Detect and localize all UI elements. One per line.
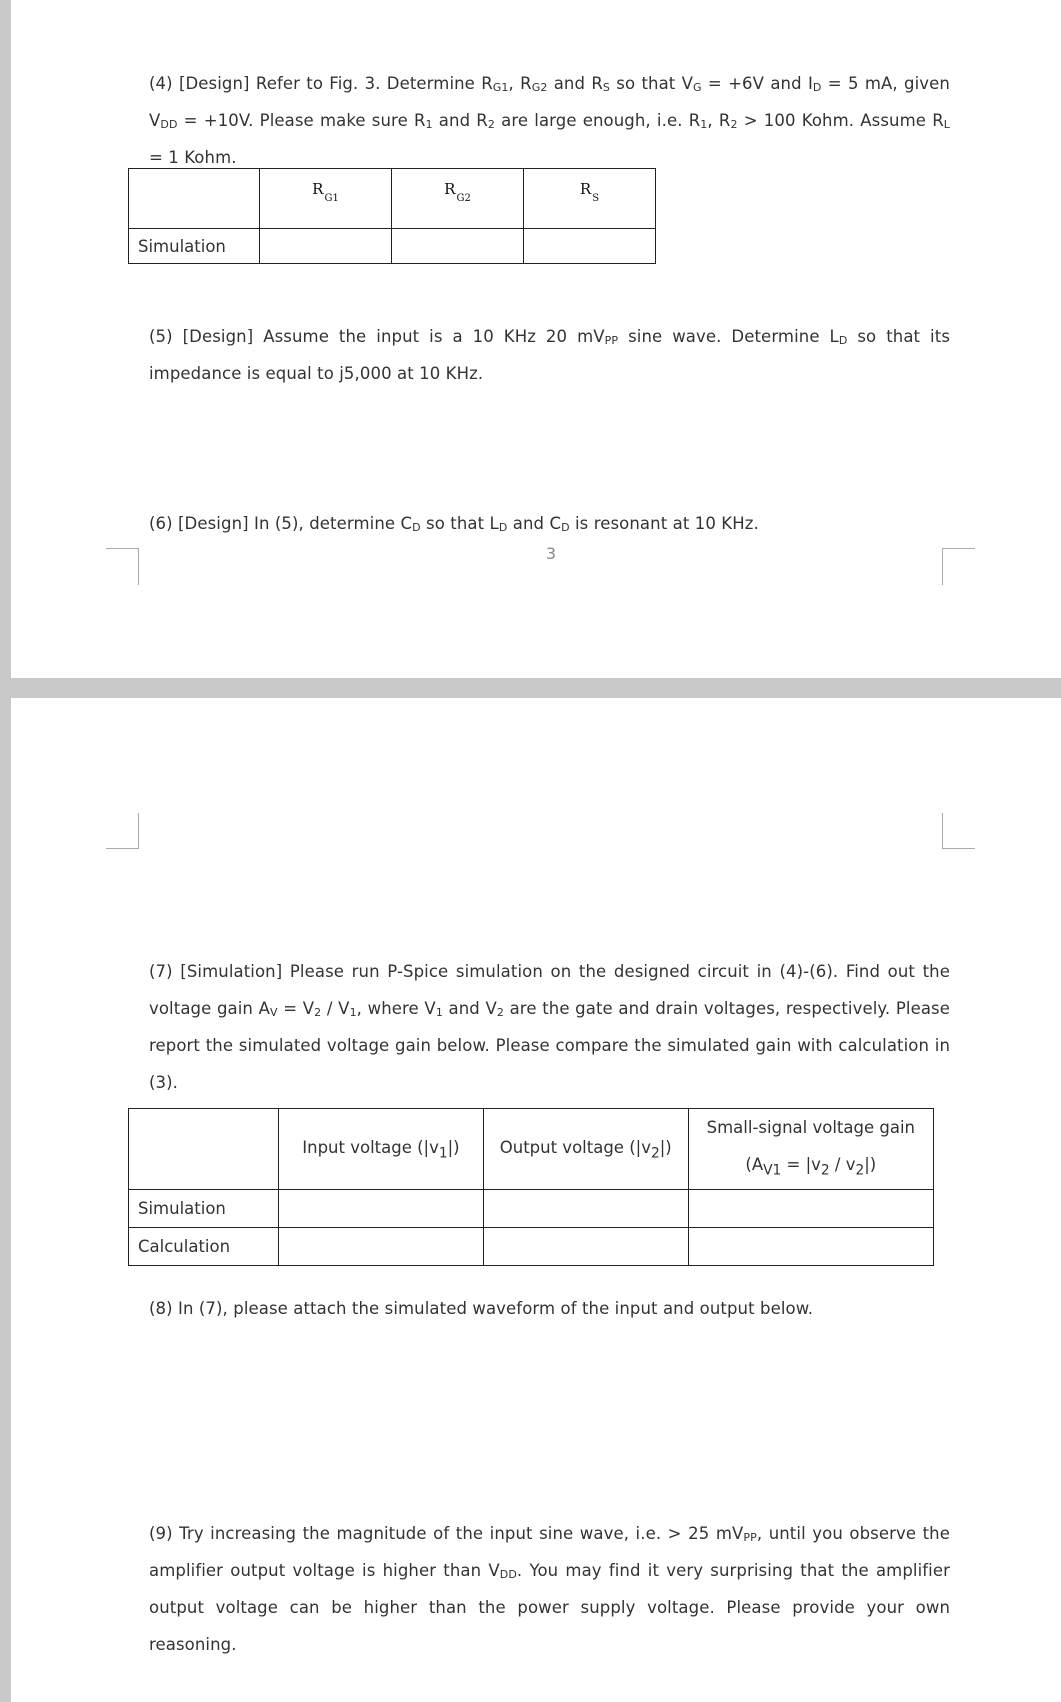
subscript-text: 2 <box>650 1144 660 1161</box>
table2-cell-sim-input[interactable] <box>279 1190 484 1228</box>
table2-row-label-calculation: Calculation <box>129 1228 279 1266</box>
text-run: sine wave. Determine L <box>618 327 839 346</box>
table1-corner-cell <box>129 169 260 229</box>
text-run: is resonant at 10 KHz. <box>569 514 759 533</box>
table2-cell-sim-gain[interactable] <box>688 1190 933 1228</box>
subscript-text: 2 <box>314 1006 322 1019</box>
subscript-text: G2 <box>531 81 548 94</box>
table1-cell-rs[interactable] <box>524 229 656 264</box>
subscript-text: 1 <box>700 118 708 131</box>
text-run: (5) [Design] Assume the input is a 10 KHz 20 mV <box>149 327 605 346</box>
text-run: Output voltage (|v <box>499 1137 651 1157</box>
table-resistor-values <box>128 168 656 264</box>
table2-cell-calc-gain[interactable] <box>688 1228 933 1266</box>
subscript-text: D <box>561 521 570 534</box>
text-run: / V <box>321 999 350 1018</box>
text-run: (A <box>745 1155 764 1174</box>
subscript-text: D <box>412 521 421 534</box>
table2-header-voltage-gain: Small-signal voltage gain $(A_{V1} = |v_2 / v_2|)$ <box>688 1109 933 1190</box>
text-run: = V <box>277 999 315 1018</box>
text-run: = +6V and I <box>701 74 813 93</box>
table2-cell-sim-output[interactable] <box>483 1190 688 1228</box>
text-run: , until you observe the amplifier output voltage is higher than V <box>149 1524 950 1580</box>
text-run: so that L <box>420 514 499 533</box>
text-run: , R <box>508 74 532 93</box>
text-run: and C <box>507 514 562 533</box>
subscript-text: 2 <box>496 1006 504 1019</box>
text-run: = +10V. Please make sure R <box>177 111 426 130</box>
text-run: , where V <box>356 999 436 1018</box>
text-run: are large enough, i.e. R <box>494 111 701 130</box>
crop-mark-top-left <box>106 813 139 849</box>
subscript-text: 2 <box>730 118 738 131</box>
text-run: (4) [Design] Refer to Fig. 3. Determine R <box>149 74 493 93</box>
document-page-2 <box>11 698 1061 1702</box>
text-run: |) <box>447 1137 460 1157</box>
question-5-text <box>149 318 950 392</box>
page-number: 3 <box>545 544 557 563</box>
subscript-text: 2 <box>487 118 495 131</box>
text-run: = |v <box>781 1155 821 1174</box>
table-voltage-gain <box>128 1108 934 1266</box>
text-run: . You may find it very surprising that the amplifier output voltage can be higher than the power supply voltage. Please provide your own reasoning. <box>149 1561 950 1654</box>
text-run: so that its impedance is equal to j5,000 at 10 KHz. <box>149 327 951 383</box>
table1-row-label-simulation: Simulation <box>129 229 260 264</box>
subscript-text: 1 <box>349 1006 357 1019</box>
question-4-text <box>149 65 950 176</box>
table1-cell-rg2[interactable] <box>392 229 524 264</box>
crop-mark-top-right <box>942 813 975 849</box>
crop-mark-bottom-right <box>942 548 975 585</box>
table1-header-rs: RS <box>524 169 656 229</box>
text-run: = 1 Kohm. <box>149 148 237 167</box>
table2-header-input-voltage <box>279 1109 484 1190</box>
table2-header-output-voltage <box>483 1109 688 1190</box>
subscript-text: G1 <box>492 81 509 94</box>
question-6-text <box>149 505 950 542</box>
question-7-text <box>149 953 950 1101</box>
subscript-text: V <box>270 1006 278 1019</box>
subscript-text: G <box>693 81 702 94</box>
subscript-text: DD <box>499 1568 517 1581</box>
text-run: (7) [Simulation] Please run P-Spice simulation on the designed circuit in (4)-(6). Find out the voltage gain A <box>149 962 950 1018</box>
subscript-text: D <box>812 81 822 94</box>
subscript-text: L <box>943 118 950 131</box>
subscript-text: V1 <box>763 1162 782 1179</box>
subscript-text: 1 <box>435 1006 443 1019</box>
subscript-text: D <box>498 521 508 534</box>
subscript-text: DD <box>160 118 178 131</box>
subscript-text: D <box>838 334 848 347</box>
table2-corner-cell <box>129 1109 279 1190</box>
text-run: and R <box>432 111 488 130</box>
text-run: / v <box>829 1155 856 1174</box>
subscript-text: 1 <box>425 118 433 131</box>
text-run: and R <box>547 74 603 93</box>
subscript-text: PP <box>604 334 619 347</box>
table1-header-rg1: RG1 <box>260 169 392 229</box>
table2-cell-calc-input[interactable] <box>279 1228 484 1266</box>
subscript-text: S <box>602 81 610 94</box>
text-run: , R <box>707 111 731 130</box>
document-page-1 <box>11 0 1061 678</box>
table2-cell-calc-output[interactable] <box>483 1228 688 1266</box>
text-run: (9) Try increasing the magnitude of the input sine wave, i.e. > 25 mV <box>149 1524 744 1543</box>
text-run: and V <box>442 999 497 1018</box>
question-9-text <box>149 1515 950 1663</box>
text-run: |) <box>659 1137 672 1157</box>
subscript-text: 2 <box>820 1162 830 1179</box>
table1-cell-rg1[interactable] <box>260 229 392 264</box>
crop-mark-bottom-left <box>106 548 139 585</box>
subscript-text: 1 <box>438 1144 448 1161</box>
table1-header-rg2: RG2 <box>392 169 524 229</box>
subscript-text: PP <box>743 1531 757 1544</box>
text-run: > 100 Kohm. Assume R <box>737 111 944 130</box>
text-run: = 5 mA, given V <box>149 74 950 130</box>
subscript-text: 2 <box>855 1162 865 1179</box>
text-run: (6) [Design] In (5), determine C <box>149 514 413 533</box>
text-run: are the gate and drain voltages, respectively. Please report the simulated voltage gain below. Please compare the simulated gain with calculation in (3). <box>149 999 951 1092</box>
question-8-text: (8) In (7), please attach the simulated waveform of the input and output below. <box>149 1299 814 1318</box>
text-run: |) <box>864 1155 877 1174</box>
text-run: Input voltage (|v <box>302 1137 439 1157</box>
text-run: so that V <box>610 74 694 93</box>
table2-row-label-simulation: Simulation <box>129 1190 279 1228</box>
